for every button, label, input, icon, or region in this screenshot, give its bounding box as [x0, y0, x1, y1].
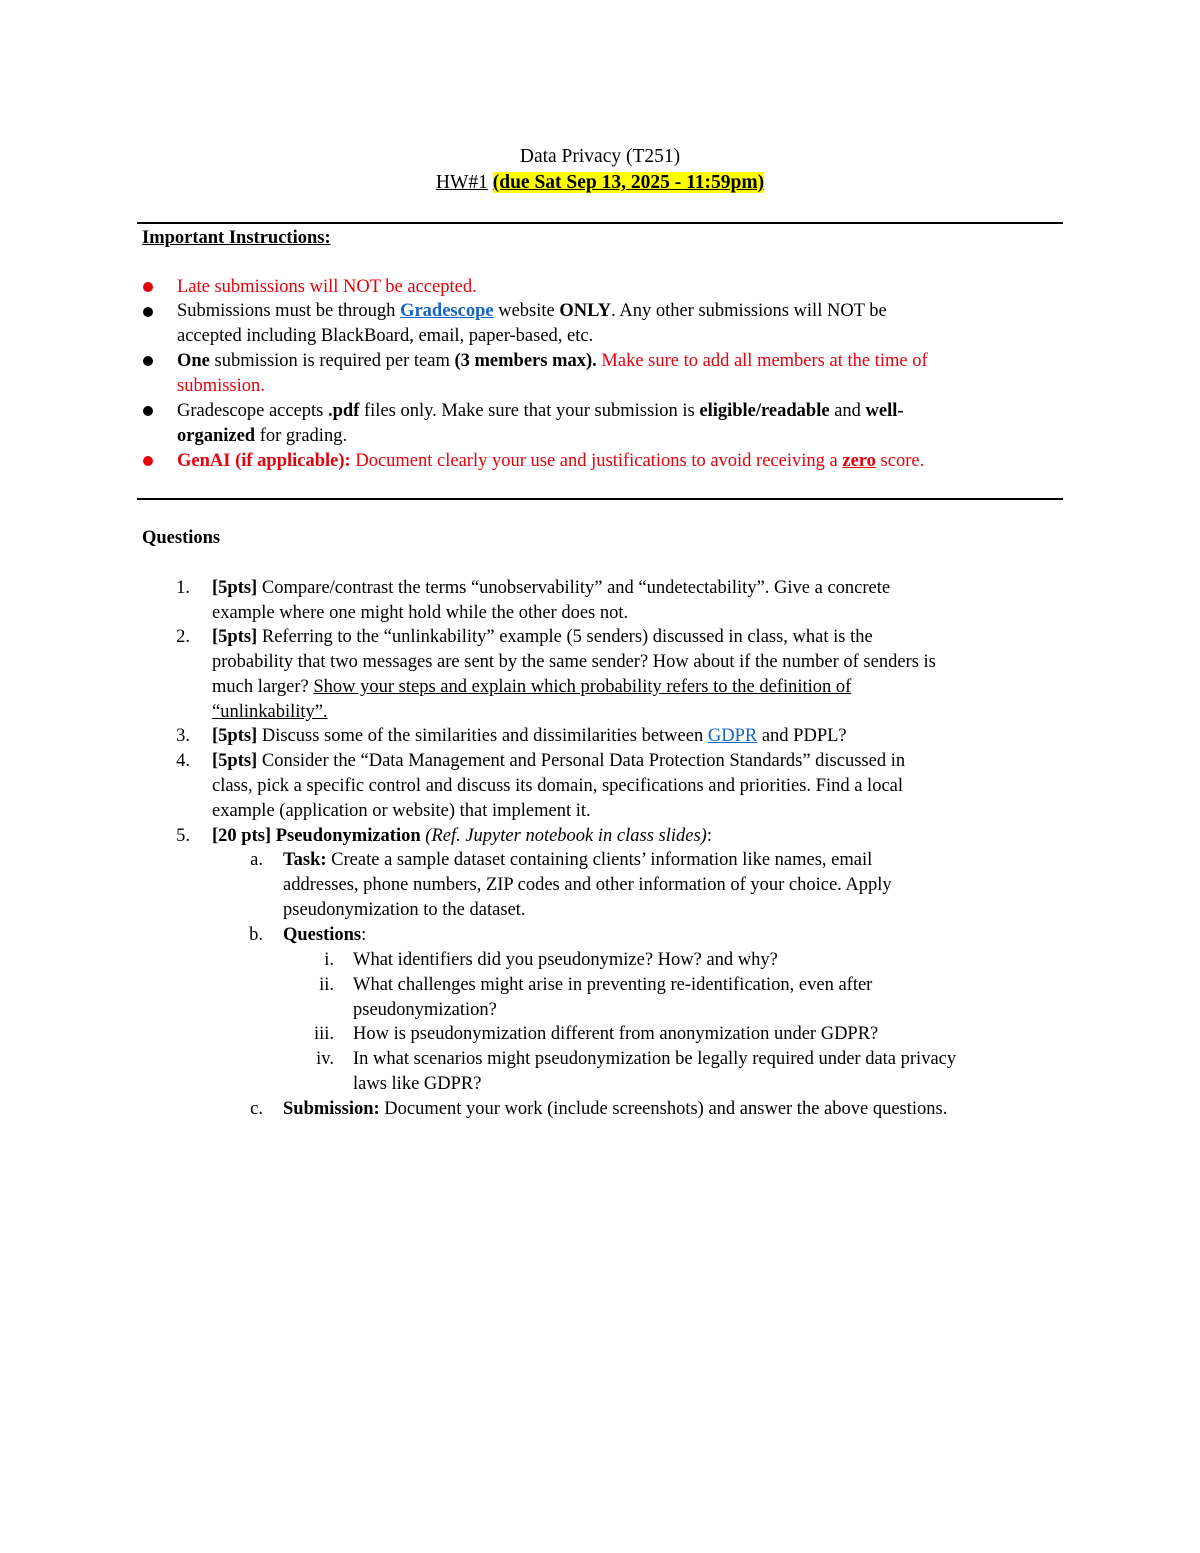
text-run: Submissions must be through [177, 301, 401, 321]
text-run: [5pts] [212, 578, 258, 598]
sub-question: What challenges might arise in preventing re-identification, even after [353, 975, 873, 995]
bullet-icon [143, 406, 153, 416]
roman-label: i. [324, 950, 334, 970]
roman-label: ii. [319, 975, 334, 995]
text-run: and PDPL? [757, 726, 847, 746]
instruction-genai [177, 449, 924, 474]
text-run: zero [842, 451, 876, 471]
task-item-cont: pseudonymization to the dataset. [283, 900, 526, 920]
text-run: . Any other submissions will NOT be [611, 301, 887, 321]
text-run: and [829, 401, 866, 421]
text-run: organized [177, 426, 256, 446]
text-run: [5pts] [212, 627, 258, 647]
due-date-highlight: (due Sat Sep 13, 2025 - 11:59pm) [492, 172, 765, 193]
text-run: [5pts] [212, 726, 258, 746]
text-run: One [177, 351, 210, 371]
instruction-pdf [177, 399, 904, 424]
text-run: (3 members max). [454, 351, 597, 371]
text-run: ONLY [559, 301, 612, 321]
text-run: Submission: [283, 1099, 380, 1119]
instruction-pdf-cont [177, 424, 347, 449]
sub-question: What identifiers did you pseudonymize? How? and why? [353, 950, 778, 970]
question-3 [212, 724, 847, 749]
text-run: Show your steps and explain which probability refers to the definition of [313, 677, 852, 697]
question-5 [212, 824, 712, 849]
instruction-late: Late submissions will NOT be accepted. [177, 277, 477, 297]
question-2-cont: probability that two messages are sent by the same sender? How about if the number of senders is [212, 652, 936, 672]
hw-label: HW#1 [435, 172, 488, 193]
text-run: score. [875, 451, 925, 471]
question-2-cont: “unlinkability”. [212, 702, 328, 722]
text-run: Make sure to add all members at the time of [596, 351, 928, 371]
text-run: website [493, 301, 560, 321]
questions-subheading [283, 923, 366, 948]
text-run: files only. Make sure that your submission is [359, 401, 700, 421]
question-number: 3. [176, 726, 190, 746]
text-run: submission is required per team [209, 351, 455, 371]
text-run: Gradescope accepts [177, 401, 328, 421]
question-1-cont: example where one might hold while the other does not. [212, 603, 629, 623]
instructions-heading: Important Instructions: [142, 228, 331, 248]
instruction-gradescope-cont: accepted including BlackBoard, email, paper-based, etc. [177, 326, 594, 346]
sub-question-cont: laws like GDPR? [353, 1074, 482, 1094]
text-run: much larger? [212, 677, 314, 697]
question-number: 4. [176, 751, 190, 771]
question-4-cont: class, pick a specific control and discuss its domain, specifications and priorities. Find a local [212, 776, 904, 796]
text-run: (Ref. Jupyter notebook in class slides) [420, 826, 707, 846]
text-run: Consider the “Data Management and Personal Data Protection Standards” discussed in [257, 751, 906, 771]
question-number: 2. [176, 627, 190, 647]
submission-item [283, 1097, 947, 1122]
question-4 [212, 749, 905, 774]
text-run: eligible/readable [699, 401, 830, 421]
text-run: [5pts] [212, 751, 258, 771]
gdpr-link[interactable]: GDPR [707, 726, 758, 746]
text-run: Compare/contrast the terms “unobservability” and “undetectability”. Give a concrete [257, 578, 891, 598]
bullet-icon [143, 282, 153, 292]
bullet-icon [143, 456, 153, 466]
task-item [283, 848, 872, 873]
text-run: .pdf [328, 401, 360, 421]
text-run: : [361, 925, 367, 945]
instruction-gradescope [177, 299, 887, 324]
bullet-icon [143, 307, 153, 317]
sub-item-label: b. [249, 925, 263, 945]
text-run: : [706, 826, 712, 846]
question-4-cont: example (application or website) that implement it. [212, 801, 591, 821]
question-number: 5. [176, 826, 190, 846]
question-2 [212, 625, 873, 650]
text-run: GenAI (if applicable): [177, 451, 351, 471]
sub-question-cont: pseudonymization? [353, 1000, 497, 1020]
sub-question: In what scenarios might pseudonymization be legally required under data privacy [353, 1049, 957, 1069]
text-run: [20 pts] Pseudonymization [212, 826, 421, 846]
text-run: Create a sample dataset containing clients’ information like names, email [326, 850, 873, 870]
instruction-team [177, 349, 928, 374]
gradescope-link[interactable]: Gradescope [400, 301, 494, 321]
question-1 [212, 576, 890, 601]
text-run: Referring to the “unlinkability” example (5 senders) discussed in class, what is the [257, 627, 873, 647]
question-number: 1. [176, 578, 190, 598]
sub-question: How is pseudonymization different from anonymization under GDPR? [353, 1024, 879, 1044]
task-item-cont: addresses, phone numbers, ZIP codes and other information of your choice. Apply [283, 875, 892, 895]
text-run: well- [865, 401, 904, 421]
text-run: Document clearly your use and justifications to avoid receiving a [350, 451, 843, 471]
course-title: Data Privacy (T251) [519, 146, 681, 167]
sub-item-label: c. [250, 1099, 263, 1119]
bullet-icon [143, 356, 153, 366]
hw-title [0, 169, 1200, 197]
questions-heading: Questions [142, 528, 221, 548]
text-run: Discuss some of the similarities and dissimilarities between [257, 726, 708, 746]
text-run: Questions [283, 925, 362, 945]
text-run: Document your work (include screenshots) and answer the above questions. [379, 1099, 948, 1119]
top-divider [137, 222, 1063, 224]
roman-label: iii. [313, 1024, 334, 1044]
bottom-divider [137, 498, 1063, 500]
sub-item-label: a. [250, 850, 263, 870]
roman-label: iv. [316, 1049, 334, 1069]
instruction-team-cont: submission. [177, 376, 265, 396]
text-run: Task: [283, 850, 327, 870]
question-2-cont [212, 675, 851, 700]
text-run: for grading. [255, 426, 348, 446]
